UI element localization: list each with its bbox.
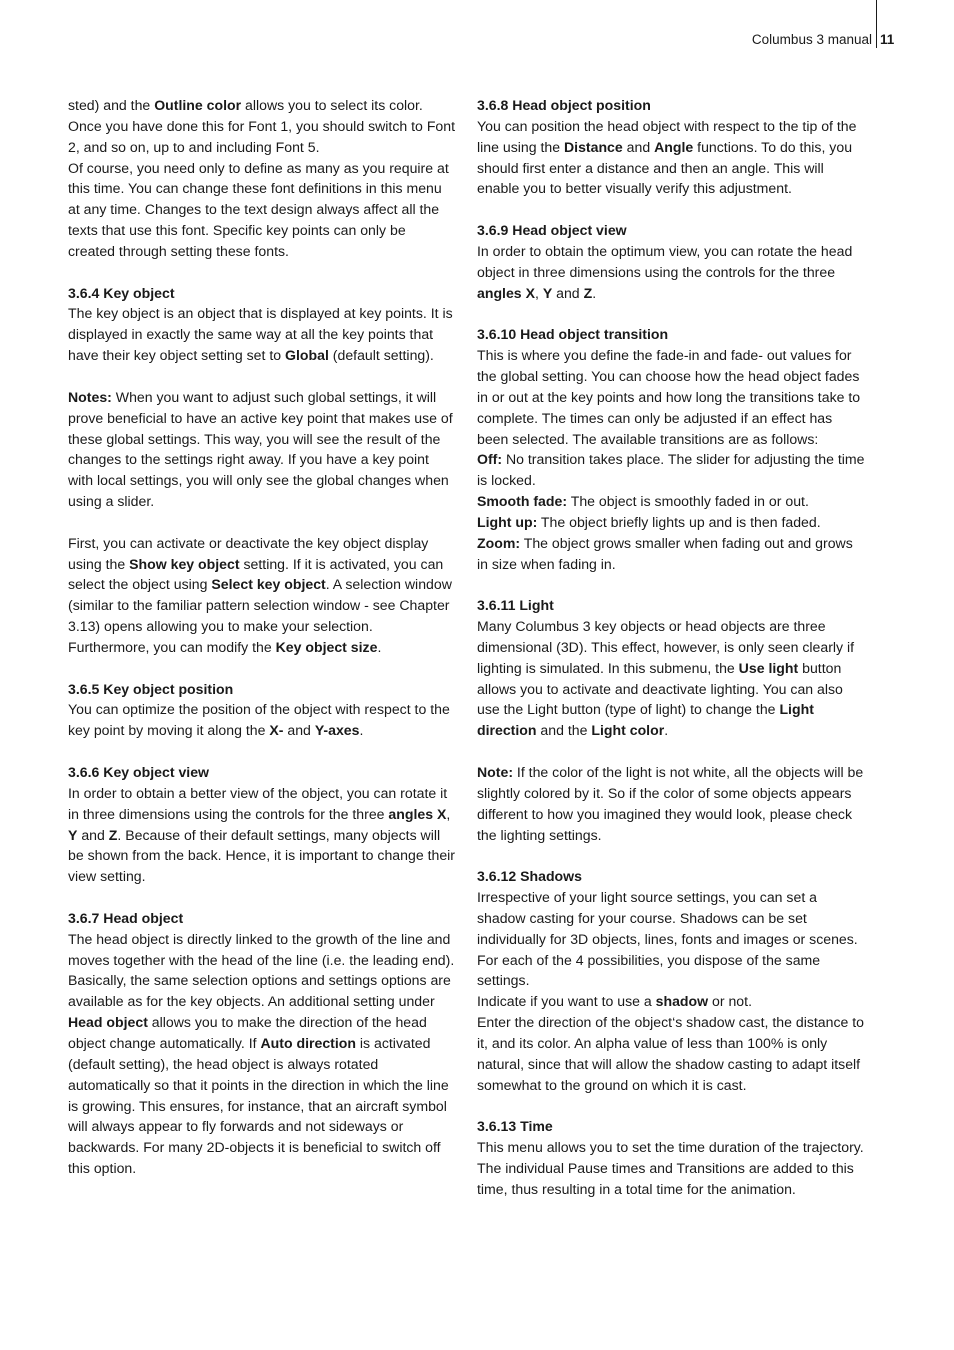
- paragraph: Light up: The object briefly lights up and is then faded.: [477, 513, 821, 530]
- section-heading: 3.6.4 Key object: [68, 284, 175, 301]
- paragraph: You can position the head object with respect to the tip of the line using the Distance and Angle functions. To do this, you should first enter a distance and then an angle. This will enable you to better visually verify this adjustment.: [477, 117, 857, 197]
- paragraph: Off: No transition takes place. The slider for adjusting the time is locked.: [477, 451, 865, 489]
- section-heading: 3.6.6 Key object view: [68, 764, 210, 780]
- section-heading: 3.6.13 Time: [477, 1118, 553, 1135]
- paragraph: Of course, you need only to define as many as you require at this time. You can change these font definitions in this menu at any time. Changes to the text design always affect all the texts that use this font. Specific key points can only be created through setting these fonts.: [68, 159, 449, 259]
- paragraph: This menu allows you to set the time duration of the trajectory. The individual Pause times and Transitions are added to this time, thus resulting in a total time for the animation.: [477, 1139, 864, 1197]
- section-heading: 3.6.12 Shadows: [477, 868, 582, 885]
- page-number: 11: [880, 32, 895, 47]
- paragraph: First, you can activate or deactivate the key object display using the Show key object setting. If it is activated, you can select the object using Select key object. A selection window (similar to the familiar pattern selection window - see Chapter 3.13) opens allowing you to make your selection. Furthermore, you can modify the Key object size.: [68, 534, 452, 655]
- paragraph: The key object is an object that is displayed at key points. It is displayed in exactly the same way at all the key points that have their key object setting set to Global (default setting).: [68, 305, 453, 364]
- section-heading: 3.6.5 Key object position: [68, 680, 234, 697]
- paragraph: In order to obtain a better view of the object, you can rotate it in three dimensions using the controls for the three angles X, Y and Z. Because of their default settings, many objects will be shown from the back. Hence, it is important to change their view setting.: [68, 784, 455, 885]
- paragraph: The head object is directly linked to the growth of the line and moves together with the head of the line (i.e. the leading end). Basically, the same selection options and settings options are available as for the key objects. An additional setting under Head object allows you to make the direction of the head object change automatically. If Auto direction is activated (default setting), the head object is always rotated automatically so that it points in the direction in which the line is growing. This ensures, for instance, that an aircraft symbol will always appear to fly forwards and not sideways or backwards. For many 2D-objects it is beneficial to switch off this option.: [68, 930, 455, 1177]
- section-heading: 3.6.10 Head object transition: [477, 326, 669, 343]
- right-column: [477, 95, 865, 1200]
- header-title: Columbus 3 manual: [751, 32, 872, 47]
- paragraph: Many Columbus 3 key objects or head objects are three dimensional (3D). This effect, however, is only seen clearly if lighting is simulated. In this submenu, the Use light button allows you to activate and deactivate lighting. You can also use the Light button (type of light) to change the Light direction and the Light color.: [477, 618, 855, 739]
- section-heading: 3.6.9 Head object view: [477, 222, 627, 239]
- paragraph: Notes: When you want to adjust such global settings, it will prove beneficial to have an active key point that makes use of these global settings. This way, you will see the result of the changes to the settings right away. If you have a key point with local settings, you will only see the global changes when using a slider.: [68, 388, 453, 510]
- paragraph: You can optimize the position of the object with respect to the key point by moving it along the X- and Y-axes.: [68, 701, 450, 739]
- paragraph: Smooth fade: The object is smoothly faded in or out.: [477, 493, 809, 510]
- paragraph: Indicate if you want to use a shadow or not.: [477, 993, 752, 1010]
- page-header: [0, 30, 954, 50]
- paragraph: Enter the direction of the object‘s shadow cast, the distance to it, and its color. An alpha value of less than 100% is only natural, since that will allow the shadow casting to adapt itself somewhat to the ground on which it is cast.: [477, 1014, 865, 1093]
- paragraph: In order to obtain the optimum view, you can rotate the head object in three dimensions using the controls for the three angles X, Y and Z.: [477, 242, 853, 301]
- section-heading: 3.6.7 Head object: [68, 909, 184, 926]
- paragraph: sted) and the Outline color allows you to select its color. Once you have done this for Font 1, you should switch to Font 2, and so on, up to and including Font 5.: [68, 97, 456, 155]
- paragraph: This is where you define the fade-in and fade- out values for the global setting. You can choose how the head object fades in or out at the key points and how long the transitions take to complete. The times can only be adjusted if an effect has been selected. The available transitions are as follows:: [477, 347, 861, 447]
- header-divider: [876, 0, 877, 48]
- left-column: [68, 95, 456, 1179]
- paragraph: Irrespective of your light source settings, you can set a shadow casting for your course. Shadows can be set individually for 3D objects, lines, fonts and images or scenes.: [477, 889, 858, 947]
- section-heading: 3.6.11 Light: [477, 597, 554, 614]
- paragraph: Note: If the color of the light is not white, all the objects will be slightly colored by it. So if the color of some objects appears different to how you imagined they would look, please check the lighting settings.: [477, 764, 864, 843]
- paragraph: For each of the 4 possibilities, you dispose of the same settings.: [477, 951, 821, 989]
- section-heading: 3.6.8 Head object position: [477, 97, 651, 113]
- paragraph: Zoom: The object grows smaller when fading out and grows in size when fading in.: [477, 534, 853, 572]
